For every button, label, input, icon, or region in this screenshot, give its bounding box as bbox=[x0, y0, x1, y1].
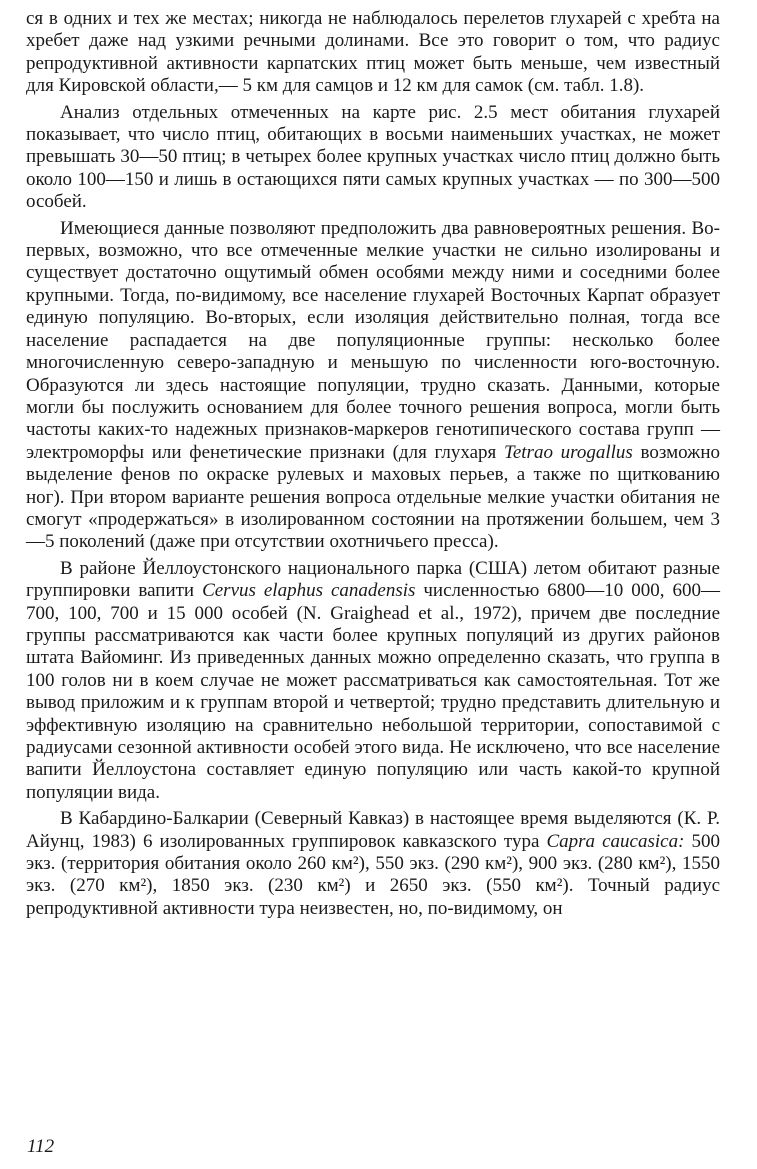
paragraph-text: В Кабардино-Балкарии (Северный Кавказ) в настоящее время выделяются (К. Р. Айунц, 1983) 6 изолированных группировок кавказского тура bbox=[26, 808, 720, 852]
paragraph-text: Анализ отдельных отмеченных на карте рис. 2.5 мест обитания глухарей показывает, что число птиц, обитающих в восьми наименьших участках, не может превышать 30—50 птиц; в четырех более крупных участках число птиц должно быть около 100—150 и лишь в остающихся пяти самых крупных участках — по 300—500 особей. bbox=[26, 101, 720, 213]
species-name: Tetrao urogallus bbox=[504, 441, 633, 463]
paragraph-text: возможно выделение фенов по окраске рулевых и маховых перьев, а также по щиткованию ног). При втором варианте решения вопроса отдельные мелкие участки обитания не смогут «продержаться» в изолированном состоянии на протяжении большем, чем 3—5 поколений (даже при отсутствии охотничьего пресса). bbox=[26, 441, 720, 553]
species-name: Capra caucasica: bbox=[546, 830, 685, 852]
paragraph bbox=[26, 808, 720, 920]
paragraph bbox=[26, 558, 720, 804]
book-page bbox=[26, 8, 720, 920]
paragraph-text: 500 экз. (территория обитания около 260 км²), 550 экз. (290 км²), 900 экз. (280 км²), 1550 экз. (270 км²), 1850 экз. (230 км²) и 2650 экз. (550 км²). Точный радиус репродуктивной активности тура неизвестен, но, по-видимому, он bbox=[26, 830, 721, 919]
paragraph bbox=[26, 218, 720, 554]
paragraph bbox=[26, 8, 720, 98]
page-number: 112 bbox=[27, 1136, 55, 1157]
paragraph-text: В районе Йеллоустонского национального парка (США) летом обитают разные группировки вапити bbox=[26, 557, 720, 602]
paragraph bbox=[26, 102, 720, 214]
species-name: Cervus elaphus canadensis bbox=[202, 580, 416, 602]
paragraph-text: численностью 6800—10 000, 600—700, 100, 700 и 15 000 особей (N. Graighead et al., 1972), причем две последние группы рассматриваются как части более крупных популяций из других районов штата Вайоминг. Из приведенных данных можно определенно сказать, что группа в 100 голов ни в коем случае не может рассматриваться как самостоятельная. Тот же вывод приложим и к группам второй и четвертой; трудно представить длительную и эффективную изоляцию на сравнительно небольшой территории, сопоставимой с радиусами сезонной активности особей этого вида. Не исключено, что все население вапити Йеллоустона составляет единую популяцию или часть какой-то крупной популяции вида. bbox=[26, 580, 720, 803]
paragraph-text: ся в одних и тех же местах; никогда не наблюдалось перелетов глухарей с хребта на хребет даже над узкими речными долинами. Все это говорит о том, что радиус репродуктивной активности карпатских птиц может быть меньше, чем известный для Кировской области,— 5 км для самцов и 12 км для самок (см. табл. 1.8). bbox=[26, 8, 720, 97]
paragraph-text: Имеющиеся данные позволяют предположить два равновероятных решения. Во-первых, возможно, что все отмеченные мелкие участки не сильно изолированы и существует достаточно ощутимый обмен особями между ними и соседними более крупными. Тогда, по-видимому, все население глухарей Восточных Карпат образует единую популяцию. Во-вторых, если изоляция действительно полная, тогда все население распадается на две популяционные группы: несколько более многочисленную северо-западную и меньшую по численности юго-восточную. Образуются ли здесь настоящие популяции, трудно сказать. Данными, которые могли бы послужить основанием для более точного решения вопроса, могли быть частоты каких-то надежных признаков-маркеров генотипического состава групп — электроморфы или фенетические признаки (для глухаря bbox=[26, 217, 720, 463]
